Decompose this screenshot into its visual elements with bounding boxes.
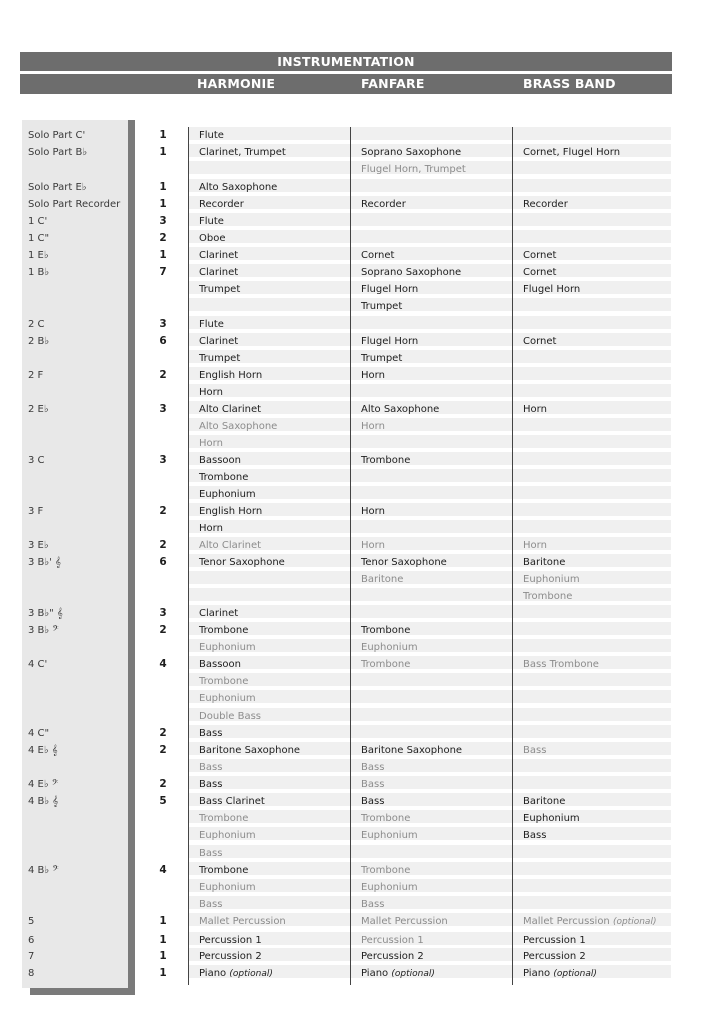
row-band [188, 298, 671, 311]
harmonie-instrument: Euphonium [199, 642, 256, 654]
harmonie-instrument: Euphonium [199, 693, 256, 705]
fanfare-instrument: Euphonium [361, 882, 418, 894]
fanfare-instrument: Bass [361, 796, 385, 807]
column-header-harmonie: HARMONIE [197, 76, 276, 91]
harmonie-instrument: Flute [199, 319, 224, 330]
part-label: 3 B♭ 𝄢 [28, 625, 59, 636]
row-band [188, 316, 671, 329]
fanfare-instrument: Trumpet [361, 301, 403, 313]
part-label: 5 [28, 916, 35, 927]
harmonie-instrument: Piano (optional) [199, 968, 273, 979]
fanfare-instrument: Soprano Saxophone [361, 267, 462, 278]
part-count: 3 [159, 318, 167, 330]
harmonie-instrument: Horn [199, 438, 223, 450]
harmonie-instrument: Alto Saxophone [199, 182, 278, 193]
part-label: 4 C" [28, 728, 50, 739]
part-label: 3 F [28, 506, 44, 517]
part-count: 3 [159, 607, 167, 619]
part-label: 1 C" [28, 233, 50, 244]
fanfare-instrument: Trombone [361, 625, 411, 636]
part-count: 7 [159, 266, 167, 278]
fanfare-instrument: Flugel Horn [361, 336, 419, 347]
harmonie-instrument: Bass [199, 728, 223, 739]
part-count: 4 [159, 658, 167, 670]
harmonie-instrument: Percussion 1 [199, 935, 262, 946]
fanfare-instrument: Horn [361, 370, 385, 381]
part-column-shadow-right [128, 120, 135, 995]
divider-fanfare [350, 127, 351, 985]
brass-band-instrument: Euphonium [523, 574, 580, 586]
part-label: 3 B♭' 𝄞 [28, 557, 61, 568]
part-label: Solo Part B♭ [28, 147, 88, 158]
optional-note: (optional) [229, 969, 273, 979]
part-label: 3 B♭" 𝄞 [28, 608, 63, 619]
part-label: 1 C' [28, 216, 48, 227]
part-label: 6 [28, 935, 35, 946]
brass-band-instrument: Horn [523, 404, 547, 415]
fanfare-instrument: Mallet Percussion [361, 916, 448, 927]
column-header-brass-band: BRASS BAND [523, 76, 616, 91]
fanfare-instrument: Percussion 2 [361, 951, 424, 962]
brass-band-instrument: Baritone [523, 796, 566, 807]
fanfare-instrument: Bass [361, 762, 385, 774]
part-count: 2 [159, 369, 167, 381]
harmonie-instrument: Trombone [199, 813, 249, 825]
part-count: 3 [159, 215, 167, 227]
part-count: 1 [159, 934, 167, 946]
row-band [188, 896, 671, 909]
brass-band-instrument: Trombone [523, 591, 573, 603]
part-count: 2 [159, 778, 167, 790]
fanfare-instrument: Baritone [361, 574, 404, 586]
part-count: 1 [159, 129, 167, 141]
part-label: 7 [28, 951, 35, 962]
harmonie-instrument: Flute [199, 216, 224, 227]
harmonie-instrument: Trumpet [199, 284, 241, 296]
column-header-bar [20, 74, 672, 94]
harmonie-instrument: Bassoon [199, 455, 241, 466]
fanfare-instrument: Flugel Horn, Trumpet [361, 164, 466, 176]
fanfare-instrument: Trombone [361, 659, 411, 670]
fanfare-instrument: Flugel Horn [361, 284, 419, 296]
part-label: 3 C [28, 455, 45, 466]
brass-band-instrument: Flugel Horn [523, 284, 581, 296]
row-band [188, 452, 671, 465]
row-band [188, 469, 671, 482]
harmonie-instrument: Mallet Percussion [199, 916, 286, 927]
fanfare-instrument: Trumpet [361, 353, 403, 365]
brass-band-instrument: Percussion 1 [523, 935, 586, 946]
instrumentation-title-bar [20, 52, 672, 71]
part-label: 4 E♭ 𝄞 [28, 745, 58, 756]
harmonie-instrument: Bassoon [199, 659, 241, 670]
fanfare-instrument: Euphonium [361, 642, 418, 654]
part-count: 1 [159, 915, 167, 927]
harmonie-instrument: Trombone [199, 472, 249, 484]
part-count: 5 [159, 795, 167, 807]
row-band [188, 571, 671, 584]
row-band [188, 845, 671, 858]
part-label: 4 C' [28, 659, 48, 670]
part-count: 2 [159, 624, 167, 636]
brass-band-instrument: Cornet [523, 336, 557, 347]
row-band [188, 827, 671, 840]
part-count: 1 [159, 950, 167, 962]
fanfare-instrument: Alto Saxophone [361, 404, 440, 415]
row-band [188, 725, 671, 738]
part-label: 1 E♭ [28, 250, 49, 261]
part-count: 3 [159, 454, 167, 466]
harmonie-instrument: Recorder [199, 199, 244, 210]
fanfare-instrument: Piano (optional) [361, 968, 435, 979]
harmonie-instrument: Clarinet [199, 250, 239, 261]
part-label: 4 B♭ 𝄢 [28, 865, 59, 876]
part-column-shadow-bottom [30, 988, 135, 995]
part-label: 1 B♭ [28, 267, 50, 278]
harmonie-instrument: Flute [199, 130, 224, 141]
part-count: 4 [159, 864, 167, 876]
row-band [188, 127, 671, 140]
part-count: 1 [159, 198, 167, 210]
harmonie-instrument: Euphonium [199, 882, 256, 894]
part-label: 2 F [28, 370, 44, 381]
harmonie-instrument: Alto Clarinet [199, 540, 262, 551]
row-band [188, 776, 671, 789]
part-label: Solo Part C' [28, 130, 86, 141]
harmonie-instrument: Oboe [199, 233, 226, 244]
part-label: 8 [28, 968, 35, 979]
row-band [188, 810, 671, 823]
optional-note: (optional) [553, 969, 597, 979]
harmonie-instrument: Clarinet [199, 336, 239, 347]
fanfare-instrument: Recorder [361, 199, 406, 210]
fanfare-instrument: Bass [361, 779, 385, 790]
column-header-fanfare: FANFARE [361, 76, 425, 91]
row-band [188, 879, 671, 892]
row-band [188, 759, 671, 772]
row-band [188, 213, 671, 226]
brass-band-instrument: Baritone [523, 557, 566, 568]
fanfare-instrument: Horn [361, 540, 385, 551]
part-count: 2 [159, 539, 167, 551]
part-label: 2 E♭ [28, 404, 49, 415]
harmonie-instrument: Clarinet [199, 608, 239, 619]
fanfare-instrument: Euphonium [361, 830, 418, 842]
fanfare-instrument: Trombone [361, 813, 411, 825]
harmonie-instrument: English Horn [199, 506, 263, 517]
brass-band-instrument: Bass [523, 830, 547, 842]
brass-band-instrument: Horn [523, 540, 547, 551]
part-count: 6 [159, 335, 167, 347]
row-band [188, 520, 671, 533]
harmonie-instrument: Bass [199, 779, 223, 790]
harmonie-instrument: Bass Clarinet [199, 796, 265, 807]
fanfare-instrument: Baritone Saxophone [361, 745, 463, 756]
fanfare-instrument: Percussion 1 [361, 935, 424, 946]
part-count: 1 [159, 146, 167, 158]
part-label: 4 B♭ 𝄞 [28, 796, 59, 807]
brass-band-instrument: Cornet [523, 267, 557, 278]
part-label: Solo Part Recorder [28, 199, 121, 210]
row-band [188, 435, 671, 448]
harmonie-instrument: Euphonium [199, 830, 256, 842]
harmonie-instrument: Horn [199, 523, 223, 535]
row-band [188, 230, 671, 243]
divider-brass-band [512, 127, 513, 985]
fanfare-instrument: Trombone [361, 865, 411, 876]
harmonie-instrument: Bass [199, 899, 223, 911]
row-band [188, 350, 671, 363]
fanfare-instrument: Cornet [361, 250, 395, 261]
harmonie-instrument: Horn [199, 387, 223, 399]
instrumentation-title: INSTRUMENTATION [277, 54, 415, 69]
fanfare-instrument: Horn [361, 421, 385, 433]
part-count: 2 [159, 727, 167, 739]
harmonie-instrument: Euphonium [199, 489, 256, 501]
optional-note: (optional) [612, 917, 657, 927]
row-band [188, 622, 671, 635]
fanfare-instrument: Soprano Saxophone [361, 147, 462, 158]
part-count: 1 [159, 967, 167, 979]
part-label: 2 C [28, 319, 45, 330]
row-band [188, 281, 671, 294]
fanfare-instrument: Horn [361, 506, 385, 517]
row-band [188, 862, 671, 875]
brass-band-instrument: Bass [523, 745, 547, 756]
harmonie-instrument: Alto Saxophone [199, 421, 278, 433]
part-count: 3 [159, 403, 167, 415]
brass-band-instrument: Mallet Percussion (optional) [523, 916, 657, 927]
harmonie-instrument: Trombone [199, 865, 249, 876]
harmonie-instrument: Alto Clarinet [199, 404, 262, 415]
part-count: 2 [159, 505, 167, 517]
row-band [188, 384, 671, 397]
brass-band-instrument: Piano (optional) [523, 968, 597, 979]
row-band [188, 196, 671, 209]
row-band [188, 673, 671, 686]
harmonie-instrument: Trombone [199, 625, 249, 636]
harmonie-instrument: Trumpet [199, 353, 241, 365]
brass-band-instrument: Bass Trombone [523, 659, 599, 670]
harmonie-instrument: Tenor Saxophone [199, 557, 285, 568]
part-label: 4 E♭ 𝄢 [28, 779, 59, 790]
harmonie-instrument: Bass [199, 847, 223, 859]
row-band [188, 690, 671, 703]
brass-band-instrument: Recorder [523, 199, 568, 210]
row-band [188, 605, 671, 618]
harmonie-instrument: Trombone [199, 676, 249, 688]
harmonie-instrument: Baritone Saxophone [199, 745, 301, 756]
harmonie-instrument: Double Bass [199, 710, 262, 722]
harmonie-instrument: Bass [199, 762, 223, 774]
brass-band-instrument: Cornet, Flugel Horn [523, 147, 621, 158]
fanfare-instrument: Trombone [361, 455, 411, 466]
row-band [188, 486, 671, 499]
row-band [188, 588, 671, 601]
harmonie-instrument: Clarinet, Trumpet [199, 147, 286, 158]
divider-harmonie [188, 127, 189, 985]
optional-note: (optional) [391, 969, 435, 979]
part-count: 1 [159, 249, 167, 261]
part-label: 3 E♭ [28, 540, 49, 551]
row-band [188, 333, 671, 346]
part-count: 2 [159, 232, 167, 244]
part-label: 2 B♭ [28, 336, 50, 347]
harmonie-instrument: Clarinet [199, 267, 239, 278]
brass-band-instrument: Euphonium [523, 813, 580, 825]
row-band [188, 247, 671, 260]
part-count: 1 [159, 181, 167, 193]
part-label: Solo Part E♭ [28, 182, 87, 193]
harmonie-instrument: English Horn [199, 370, 263, 381]
harmonie-instrument: Percussion 2 [199, 951, 262, 962]
fanfare-instrument: Tenor Saxophone [361, 557, 447, 568]
brass-band-instrument: Percussion 2 [523, 951, 586, 962]
row-band [188, 639, 671, 652]
fanfare-instrument: Bass [361, 899, 385, 911]
part-count: 2 [159, 744, 167, 756]
brass-band-instrument: Cornet [523, 250, 557, 261]
part-count: 6 [159, 556, 167, 568]
